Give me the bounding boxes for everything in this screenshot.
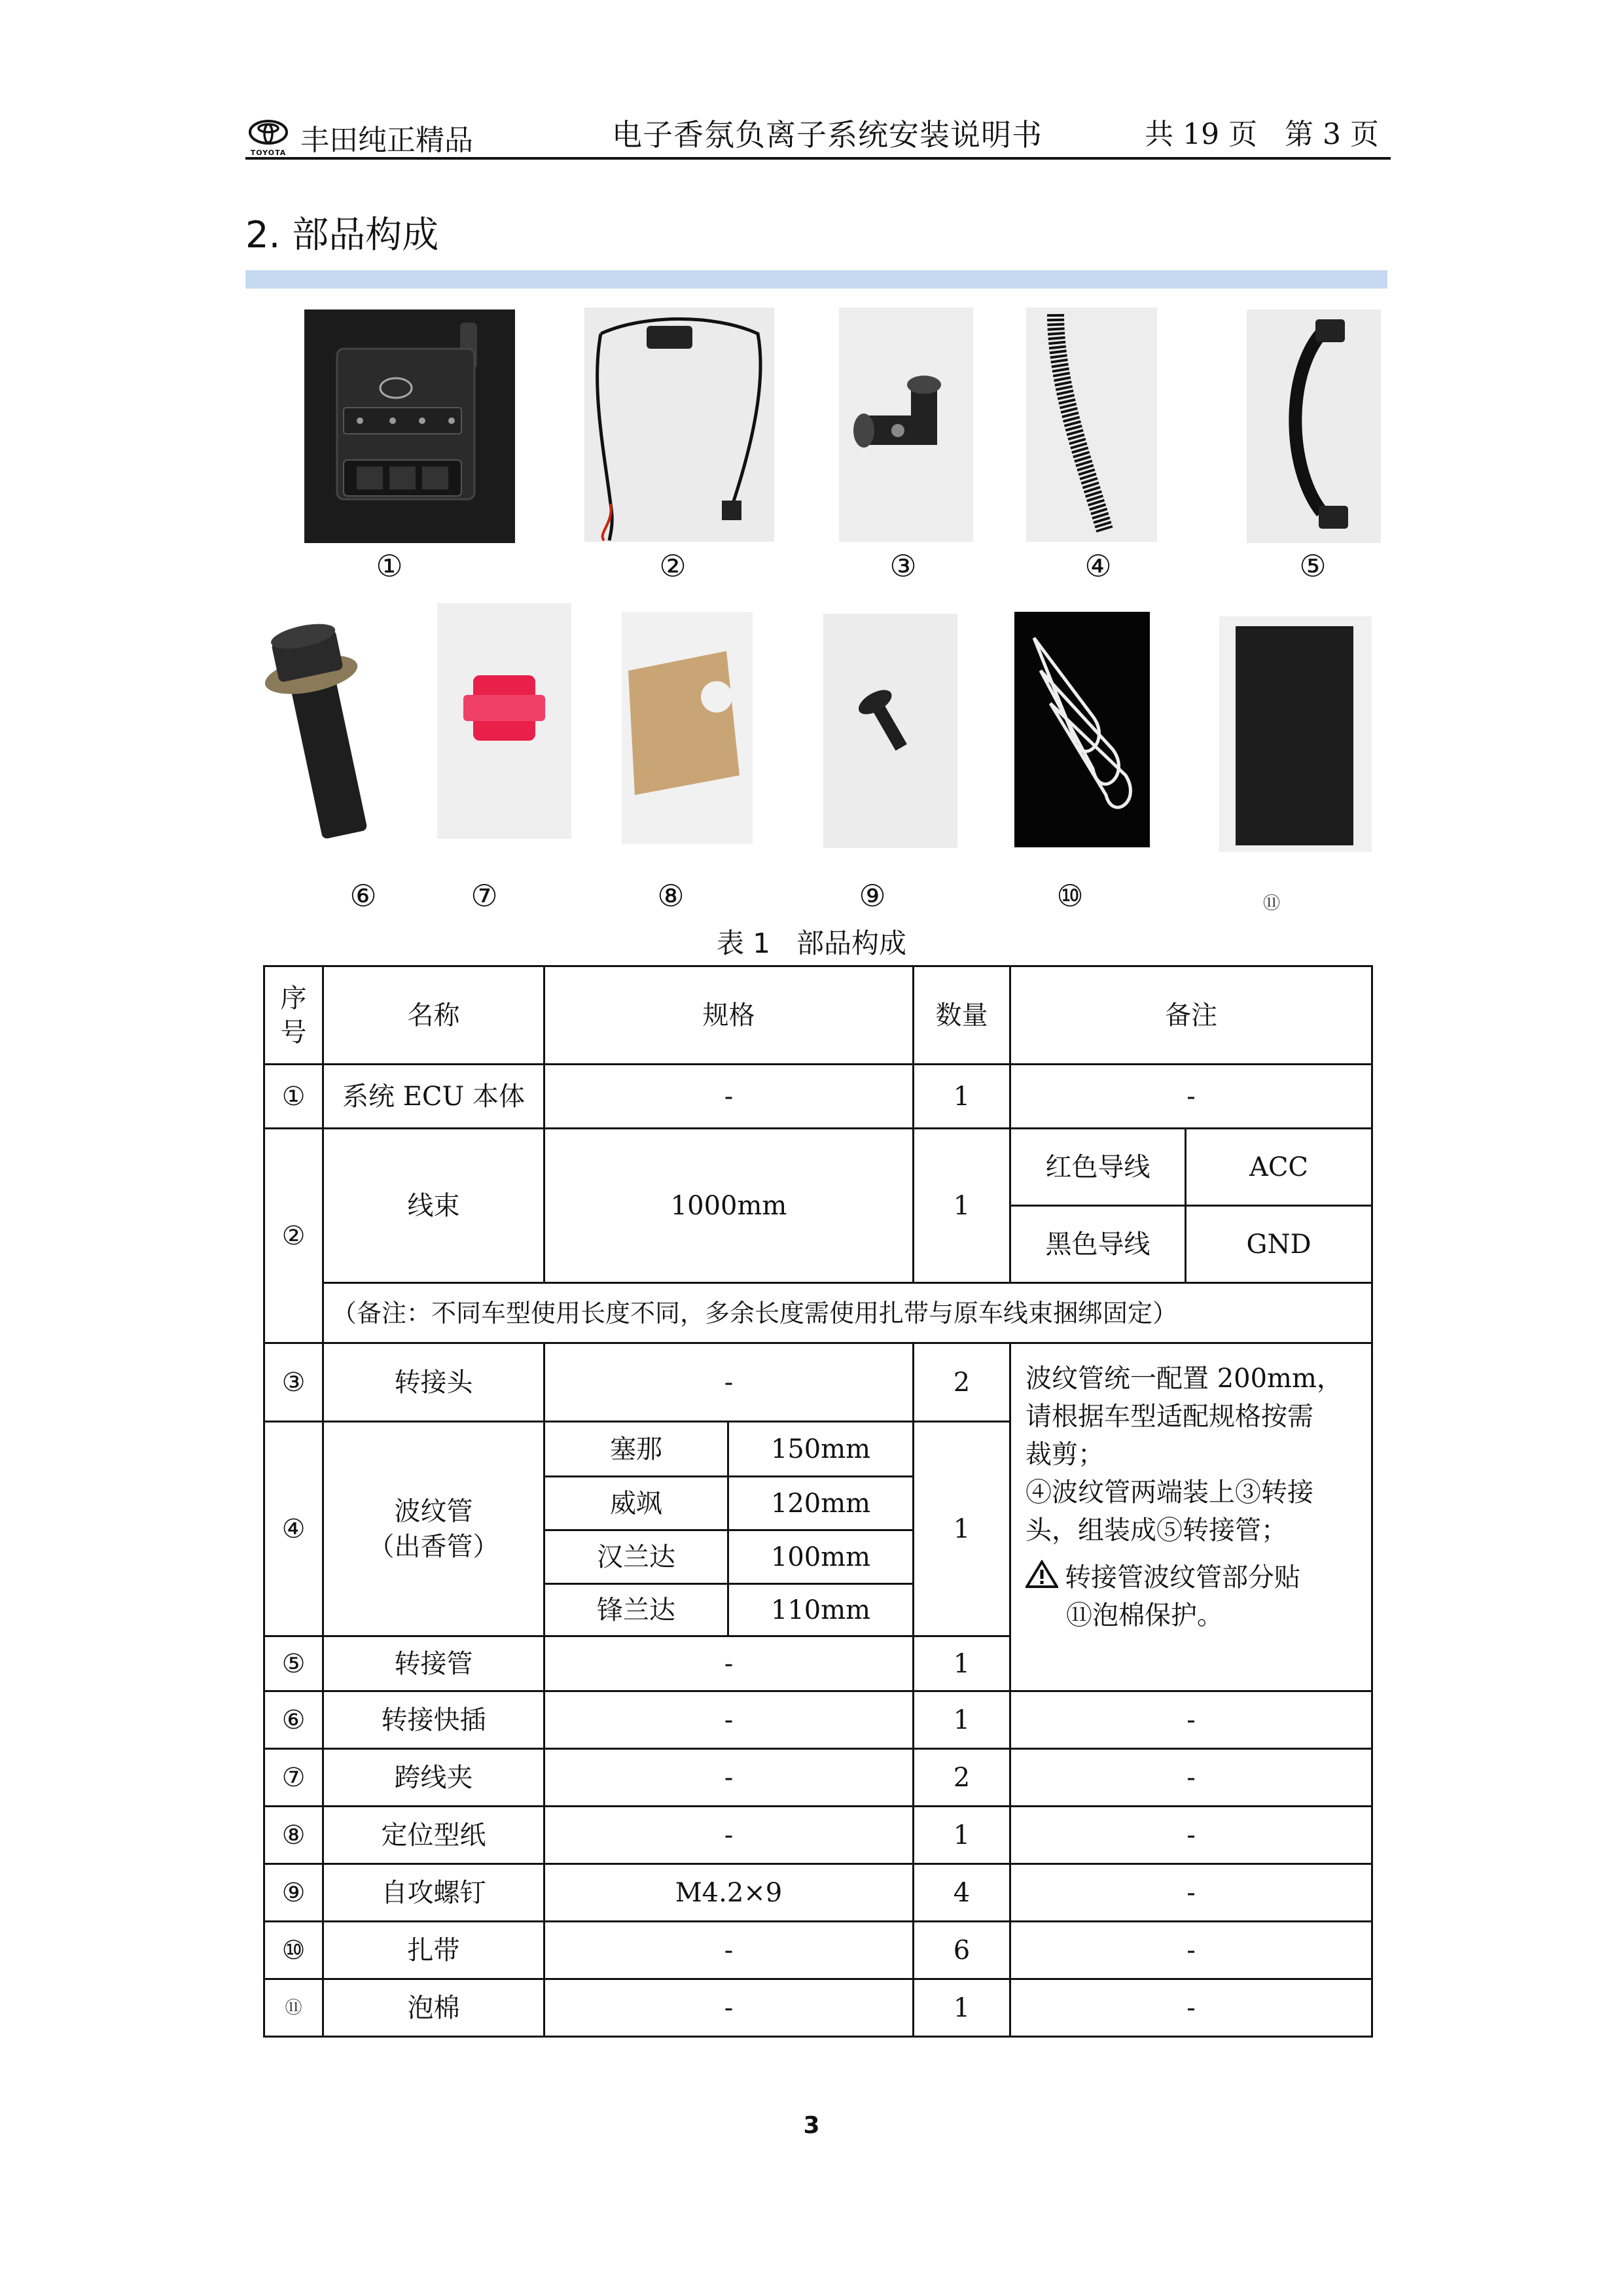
cell-qty: 1	[914, 1979, 1010, 2037]
cell-note: -	[1010, 1749, 1372, 1807]
cell-qty: 1	[914, 1807, 1010, 1864]
header-qty: 数量	[914, 966, 1010, 1065]
note-warning	[1026, 1559, 1362, 1597]
cell-seq: ②	[264, 1129, 323, 1343]
cell-seq: ⑥	[264, 1691, 323, 1749]
cell-spec: -	[544, 1807, 914, 1864]
cell-qty: 4	[914, 1864, 1010, 1922]
cell-name	[323, 1422, 544, 1636]
photo-tapping-screw	[823, 614, 957, 848]
cell-note: -	[1010, 1922, 1372, 1979]
cell-model: 塞那	[544, 1422, 728, 1477]
section-title: 2. 部品构成	[245, 214, 439, 256]
photo-corrugated-tube	[1026, 308, 1157, 542]
header-name: 名称	[323, 966, 544, 1065]
cell-qty: 6	[914, 1922, 1010, 1979]
cell-qty: 2	[914, 1749, 1010, 1807]
cell-name: 扎带	[323, 1922, 544, 1979]
table-row	[264, 1922, 1372, 1979]
page-header	[245, 116, 1391, 160]
cell-name: 转接头	[323, 1343, 544, 1422]
cell-note: -	[1010, 1065, 1372, 1129]
cell-length: 100mm	[728, 1530, 914, 1584]
header-seq-text: 序号	[280, 983, 307, 1048]
table-row	[264, 1129, 1372, 1206]
logo-text: TOYOTA	[250, 149, 287, 157]
note-line: 请根据车型适配规格按需	[1026, 1402, 1313, 1432]
name-line-2: （出香管）	[368, 1531, 499, 1562]
cell-shared-note	[1010, 1343, 1372, 1691]
photo-cable-ties	[1014, 612, 1150, 847]
photo-positioning-template	[622, 612, 753, 844]
cell-wire-red-label: 红色导线	[1010, 1129, 1186, 1206]
photo-foam-pad	[1219, 616, 1372, 852]
cell-qty: 1	[914, 1691, 1010, 1749]
cell-model: 威飒	[544, 1477, 728, 1530]
cell-wire-red-value: ACC	[1186, 1129, 1372, 1206]
warning-triangle-icon	[1026, 1560, 1058, 1589]
cell-length: 110mm	[728, 1584, 914, 1636]
table-row	[264, 1979, 1372, 2037]
photo-label-8: ⑧	[657, 878, 685, 913]
cell-qty: 1	[914, 1129, 1010, 1283]
page-count: 共 19 页 第 3 页	[1145, 118, 1379, 151]
photo-label-1: ①	[376, 548, 403, 584]
photo-wire-clip	[437, 603, 571, 839]
table-row	[264, 1065, 1372, 1129]
photo-ecu-unit	[304, 309, 515, 543]
cell-seq: ⑤	[264, 1636, 323, 1691]
header-spec: 规格	[544, 966, 914, 1065]
cell-harness-remark: （备注：不同车型使用长度不同，多余长度需使用扎带与原车线束捆绑固定）	[323, 1283, 1372, 1343]
cell-name: 系统 ECU 本体	[323, 1065, 544, 1129]
photo-label-7: ⑦	[471, 878, 498, 913]
table-caption: 表 1 部品构成	[716, 927, 907, 959]
cell-seq: ⑨	[264, 1864, 323, 1922]
cell-seq: ④	[264, 1422, 323, 1636]
cell-seq: ⑪	[264, 1979, 323, 2037]
photo-label-3: ③	[889, 548, 917, 584]
cell-seq: ①	[264, 1065, 323, 1129]
parts-table	[263, 965, 1373, 2038]
cell-spec: -	[544, 1636, 914, 1691]
cell-name: 泡棉	[323, 1979, 544, 2037]
photo-label-10: ⑩	[1056, 878, 1084, 913]
cell-name: 转接管	[323, 1636, 544, 1691]
brand-name: 丰田纯正精品	[300, 124, 473, 157]
cell-spec: -	[544, 1065, 914, 1129]
warning-line-1: 转接管波纹管部分贴	[1065, 1563, 1300, 1593]
photo-label-4: ④	[1084, 548, 1112, 584]
cell-note: -	[1010, 1691, 1372, 1749]
cell-wire-black-label: 黑色导线	[1010, 1206, 1186, 1283]
table-header-row	[264, 966, 1372, 1065]
photo-quick-connector	[265, 620, 389, 848]
name-line-1: 波纹管	[394, 1496, 473, 1527]
cell-model: 汉兰达	[544, 1530, 728, 1584]
cell-note: -	[1010, 1807, 1372, 1864]
cell-spec: -	[544, 1922, 914, 1979]
cell-qty: 2	[914, 1343, 1010, 1422]
header-seq	[264, 966, 323, 1065]
photo-label-2: ②	[659, 548, 687, 584]
cell-qty: 1	[914, 1422, 1010, 1636]
cell-name: 线束	[323, 1129, 544, 1283]
cell-length: 150mm	[728, 1422, 914, 1477]
table-row	[264, 1864, 1372, 1922]
brand	[245, 116, 473, 157]
cell-qty: 1	[914, 1065, 1010, 1129]
document-title: 电子香氛负离子系统安装说明书	[612, 117, 1043, 152]
cell-wire-black-value: GND	[1186, 1206, 1372, 1283]
cell-seq: ⑧	[264, 1807, 323, 1864]
toyota-logo-icon	[245, 119, 291, 157]
table-row	[264, 1691, 1372, 1749]
cell-qty: 1	[914, 1636, 1010, 1691]
cell-name: 定位型纸	[323, 1807, 544, 1864]
cell-seq: ⑦	[264, 1749, 323, 1807]
note-line: ④波纹管两端装上③转接	[1026, 1477, 1313, 1508]
table-row	[264, 1283, 1372, 1343]
cell-spec: -	[544, 1691, 914, 1749]
page-number: 3	[803, 2112, 820, 2139]
cell-seq: ③	[264, 1343, 323, 1422]
note-line: 裁剪；	[1026, 1439, 1104, 1470]
photo-adapter-joint	[839, 308, 973, 542]
note-line: 波纹管统一配置 200mm，	[1026, 1364, 1343, 1394]
table-row	[264, 1749, 1372, 1807]
photo-label-11: ⑪	[1262, 894, 1280, 913]
photo-label-5: ⑤	[1299, 548, 1327, 584]
header-note: 备注	[1010, 966, 1372, 1065]
photo-adapter-pipe	[1247, 309, 1381, 543]
cell-seq: ⑩	[264, 1922, 323, 1979]
photo-label-6: ⑥	[349, 878, 377, 913]
cell-spec: M4.2×9	[544, 1864, 914, 1922]
cell-model: 锋兰达	[544, 1584, 728, 1636]
photo-wire-harness	[584, 308, 774, 542]
cell-length: 120mm	[728, 1477, 914, 1530]
cell-spec: -	[544, 1343, 914, 1422]
cell-spec: 1000mm	[544, 1129, 914, 1283]
cell-note: -	[1010, 1979, 1372, 2037]
table-row	[264, 1807, 1372, 1864]
cell-spec: -	[544, 1979, 914, 2037]
cell-note: -	[1010, 1864, 1372, 1922]
photo-label-9: ⑨	[859, 878, 886, 913]
cell-name: 跨线夹	[323, 1749, 544, 1807]
warning-line-2: ⑪泡棉保护。	[1066, 1600, 1223, 1631]
cell-name: 自攻螺钉	[323, 1864, 544, 1922]
table-row	[264, 1343, 1372, 1422]
note-line: 头，组装成⑤转接管；	[1026, 1515, 1287, 1545]
cell-spec: -	[544, 1749, 914, 1807]
section-underline-bar	[245, 270, 1387, 289]
cell-name: 转接快插	[323, 1691, 544, 1749]
